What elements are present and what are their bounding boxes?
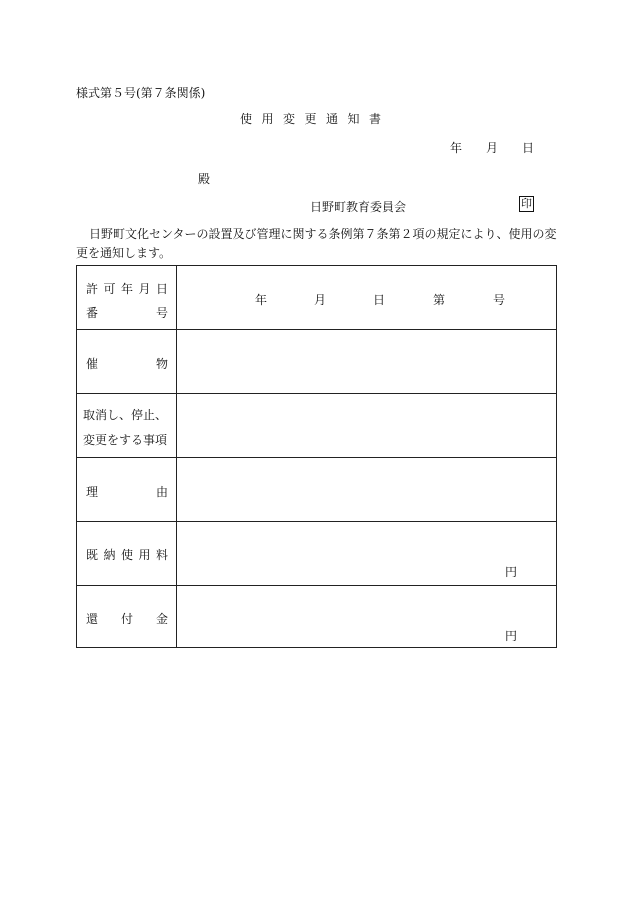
permit-label-char: 可 — [103, 282, 116, 296]
reason-label-char: 由 — [155, 485, 168, 499]
paid-fee-label — [86, 546, 168, 563]
event-label-char: 催 — [86, 357, 99, 371]
table-row-event — [77, 330, 556, 394]
event-value-cell[interactable] — [177, 330, 556, 393]
permit-label-char: 番 — [86, 306, 99, 320]
changes-label-line1: 取消し、停止、 — [83, 408, 168, 422]
table-row-changes — [77, 394, 556, 458]
refund-label-char: 金 — [155, 612, 168, 626]
changes-label-cell — [77, 394, 177, 457]
permit-year-label: 年 — [255, 293, 268, 307]
event-label-char: 物 — [155, 357, 168, 371]
paid-fee-label-char: 既 — [86, 548, 99, 562]
body-line-1: 日野町文化センターの設置及び管理に関する条例第７条第２項の規定により、使用の変 — [89, 227, 557, 241]
refund-label-char: 付 — [120, 612, 133, 626]
seal-mark: 印 — [521, 197, 532, 210]
date-day-label: 日 — [522, 141, 535, 155]
refund-label-char: 還 — [86, 612, 99, 626]
permit-month-label: 月 — [314, 293, 327, 307]
refund-yen-unit: 円 — [505, 629, 518, 643]
changes-value-cell[interactable] — [177, 394, 556, 457]
paid-fee-label-char: 使 — [120, 548, 133, 562]
permit-label-char: 年 — [120, 282, 133, 296]
paid-fee-label-char: 納 — [103, 548, 116, 562]
permit-label-line1 — [86, 280, 168, 297]
table-row-paid-fee — [77, 522, 556, 586]
notification-table — [76, 265, 557, 648]
document-title: 使用変更通知書 — [240, 112, 391, 126]
refund-label — [86, 610, 168, 627]
table-row-refund — [77, 586, 556, 647]
permit-label-cell — [77, 266, 177, 329]
table-row-permit — [77, 266, 556, 330]
paid-fee-label-char: 料 — [155, 548, 168, 562]
permit-day-label: 日 — [373, 293, 386, 307]
reason-label — [86, 483, 168, 500]
reason-label-cell — [77, 458, 177, 521]
permit-label-char: 許 — [86, 282, 99, 296]
event-label-cell — [77, 330, 177, 393]
changes-label-line2: 変更をする事項 — [83, 433, 168, 447]
body-line-2: 更を通知します。 — [76, 246, 172, 260]
date-month-label: 月 — [486, 141, 499, 155]
permit-label-char: 日 — [155, 282, 168, 296]
event-label — [86, 355, 168, 372]
reason-label-char: 理 — [86, 485, 99, 499]
paid-fee-label-cell — [77, 522, 177, 585]
paid-fee-yen-unit: 円 — [505, 565, 518, 579]
recipient-suffix: 殿 — [198, 172, 211, 186]
body-text — [76, 225, 558, 263]
refund-value-cell[interactable] — [177, 586, 556, 647]
refund-label-cell — [77, 586, 177, 647]
table-row-reason — [77, 458, 556, 522]
permit-label-line2 — [86, 304, 168, 321]
form-number: 様式第５号(第７条関係) — [76, 86, 206, 100]
reason-value-cell[interactable] — [177, 458, 556, 521]
issuer-name: 日野町教育委員会 — [310, 200, 407, 214]
date-line — [450, 139, 534, 156]
permit-label-char: 号 — [155, 306, 168, 320]
paid-fee-value-cell[interactable] — [177, 522, 556, 585]
paid-fee-label-char: 用 — [138, 548, 151, 562]
permit-label-char: 月 — [138, 282, 151, 296]
permit-value-cell[interactable] — [177, 266, 556, 329]
permit-number-suffix: 号 — [493, 293, 506, 307]
permit-number-prefix: 第 — [433, 293, 446, 307]
date-year-label: 年 — [450, 141, 463, 155]
